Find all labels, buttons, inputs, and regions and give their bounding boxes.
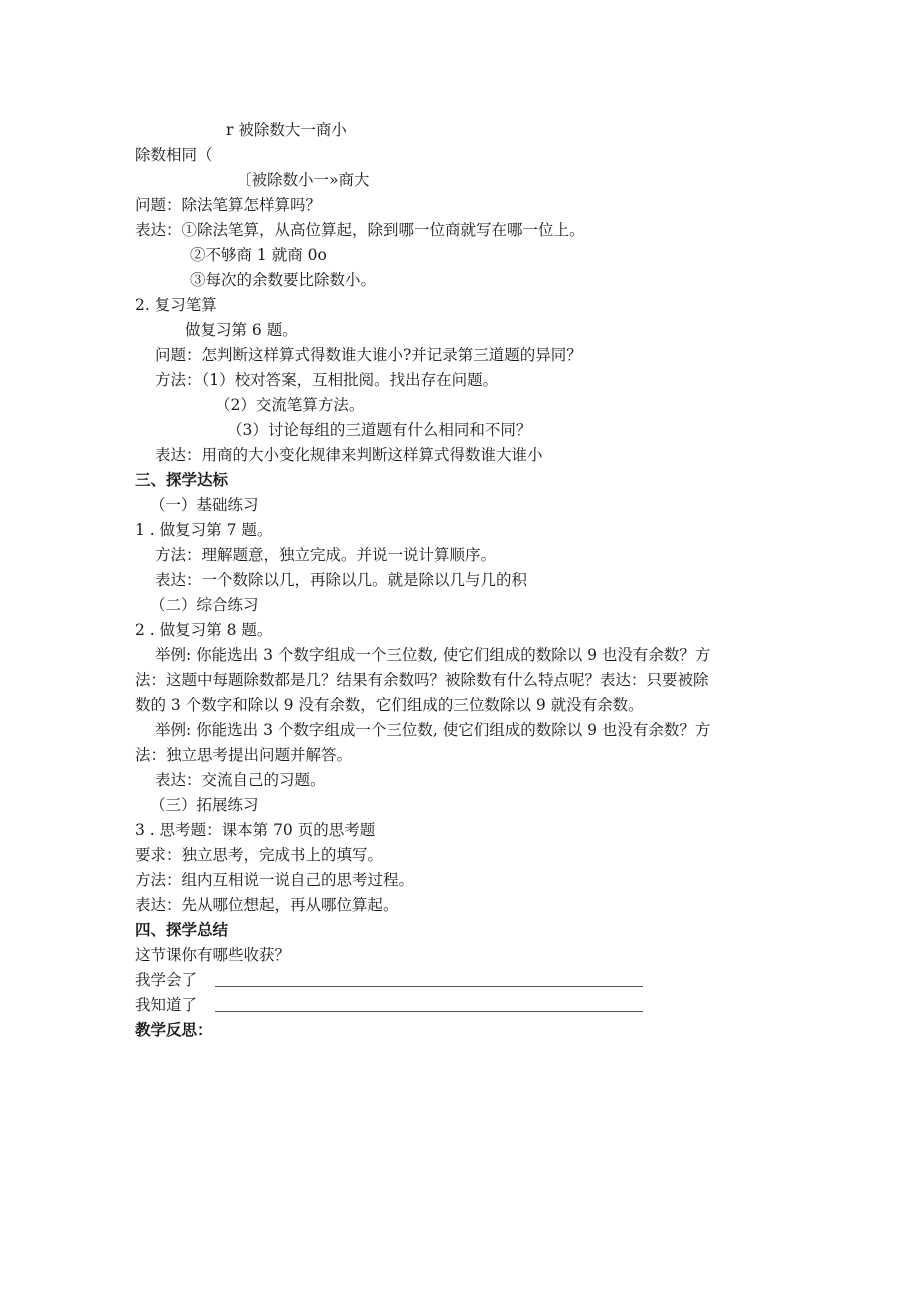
branch-larger-dividend: r 被除数大一商小 <box>226 121 347 139</box>
subsection-basic: （一）基础练习 <box>150 496 259 514</box>
subsection-comprehensive: （二）综合练习 <box>150 596 259 614</box>
expression-line-5: 表达：先从哪位想起，再从哪位算起。 <box>135 896 399 914</box>
expression-line-3: 表达：一个数除以几，再除以几。就是除以几与几的积 <box>155 571 528 589</box>
example-line-2: 举例: 你能选出 3 个数字组成一个三位数, 使它们组成的数除以 9 也没有余数？方 <box>155 721 711 739</box>
branch-smaller-dividend: 〔被除数小一»商大 <box>236 171 370 189</box>
example-line-1-cont-2: 数的 3 个数字和除以 9 没有余数，它们组成的三位数除以 9 就没有余数。 <box>135 696 644 714</box>
requirement-line: 要求：独立思考，完成书上的填写。 <box>135 846 384 864</box>
item-1: 1 . 做复习第 7 题。 <box>135 521 273 539</box>
exercise-6-line: 做复习第 6 题。 <box>185 321 298 339</box>
section-2-heading: 2. 复习笔算 <box>135 296 217 314</box>
example-line-2-cont: 法：独立思考提出问题并解答。 <box>135 746 353 764</box>
harvest-question: 这节课你有哪些收获？ <box>135 946 291 964</box>
known-blank-line[interactable] <box>215 1011 643 1012</box>
method-line-4: 方法：理解题意，独立完成。并说一说计算顺序。 <box>155 546 497 564</box>
known-label: 我知道了 <box>135 996 198 1014</box>
expression-line-2: 表达：用商的大小变化规律来判断这样算式得数谁大谁小 <box>155 446 543 464</box>
learned-blank-line[interactable] <box>215 986 643 987</box>
example-line-1-cont: 法：这题中每题除数都是几？结果有余数吗？被除数有什么特点呢？表达：只要被除 <box>135 671 709 689</box>
method-line-3: （3）讨论每组的三道题有什么相同和不同？ <box>227 421 532 439</box>
item-3: 3 . 思考题：课本第 70 页的思考题 <box>135 821 376 839</box>
method-line-2: （2）交流笔算方法。 <box>215 396 365 414</box>
method-line-5: 方法：组内互相说一说自己的思考过程。 <box>135 871 415 889</box>
method-line-1: 方法：（1）校对答案，互相批阅。找出存在问题。 <box>155 371 499 389</box>
question-line: 问题：除法笔算怎样算吗？ <box>135 196 322 214</box>
subsection-extension: （三）拓展练习 <box>150 796 259 814</box>
section-3-heading: 三、探学达标 <box>135 470 229 489</box>
teaching-reflection-heading: 教学反思： <box>135 1020 213 1039</box>
item-2: 2 . 做复习第 8 题。 <box>135 621 273 639</box>
rule-item-3: ③每次的余数要比除数小。 <box>190 271 377 289</box>
expression-line: 表达：①除法笔算，从高位算起，除到哪一位商就写在哪一位上。 <box>135 221 585 239</box>
question-line-2: 问题：怎判断这样算式得数谁大谁小?并记录第三道题的异同？ <box>155 346 582 364</box>
section-4-heading: 四、探学总结 <box>135 920 229 939</box>
example-line-1: 举例: 你能选出 3 个数字组成一个三位数, 使它们组成的数除以 9 也没有余数？方 <box>155 646 711 664</box>
expression-line-4: 表达：交流自己的习题。 <box>155 771 326 789</box>
learned-label: 我学会了 <box>135 971 198 989</box>
rule-item-2: ②不够商 1 就商 0o <box>190 246 327 264</box>
branch-root-same-divisor: 除数相同（ <box>135 146 213 164</box>
